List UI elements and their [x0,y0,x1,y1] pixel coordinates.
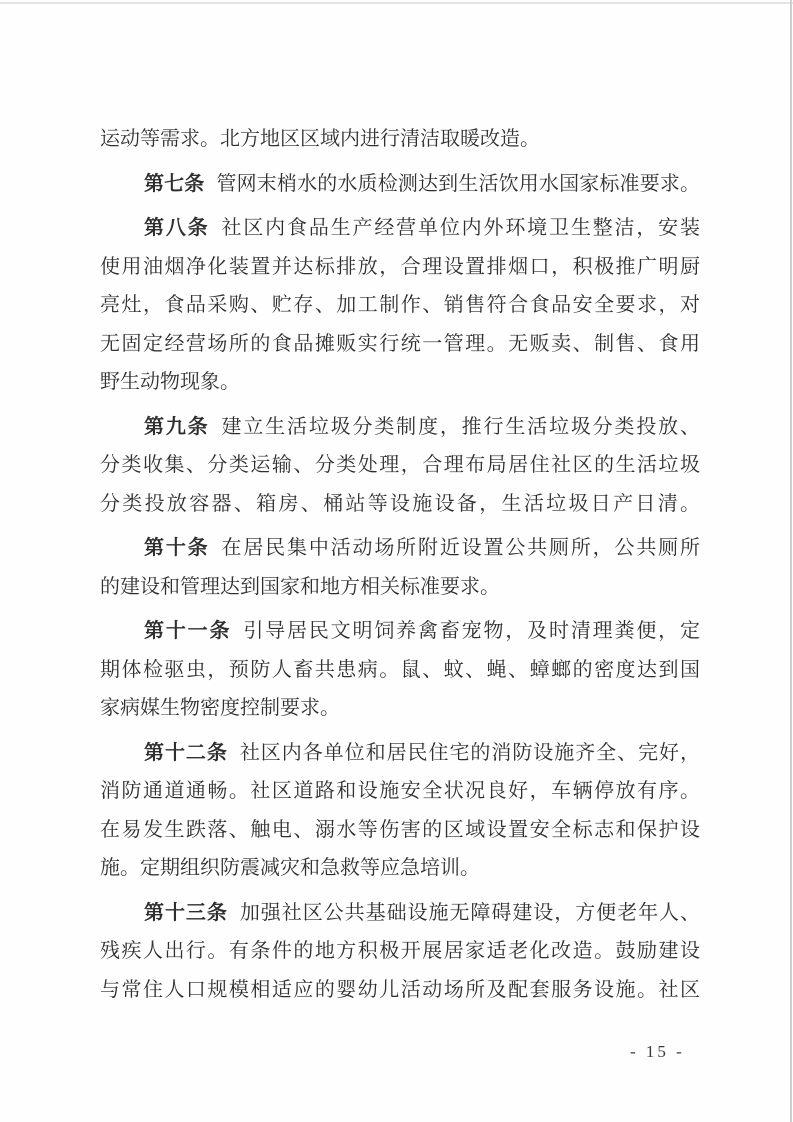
document-line: 亮灶，食品采购、贮存、加工制作、销售符合食品安全要求，对 [100,294,700,316]
document-line: 使用油烟净化装置并达标排放，合理设置排烟口，积极推广明厨 [100,255,700,278]
paragraph-article-8 [100,209,700,402]
scan-edge-top [0,2,793,4]
paragraph-article-11 [100,612,700,728]
document-line [100,165,700,204]
paragraph-continuation [100,120,700,159]
document-line [100,612,700,651]
document-line [100,529,700,568]
document-line [100,734,700,773]
line-text: 建立生活垃圾分类制度，推行生活垃圾分类投放、 [221,415,700,438]
page-number: - 15 - [630,1042,685,1061]
article-number: 第十二条 [144,741,228,764]
article-number: 第十三条 [144,901,228,924]
article-number: 第十条 [144,537,210,559]
line-text: 引导居民文明饲养禽畜宠物，及时清理粪便，定 [243,620,701,642]
document-line: 在易发生跌落、触电、溺水等伤害的区域设置安全标志和保护设 [100,818,700,841]
line-text: 加强社区公共基础设施无障碍建设，方便老年人、 [239,901,701,924]
paragraph-article-12 [100,734,700,888]
document-line: 分类投放容器、箱房、桶站等设施设备，生活垃圾日产日清。 [100,492,700,515]
document-line [100,408,700,447]
document-line: 消防通道通畅。社区道路和设施安全状况良好，车辆停放有序。 [100,780,700,802]
article-number: 第九条 [144,415,210,438]
document-line: 残疾人出行。有条件的地方积极开展居家适老化改造。鼓励建设 [100,940,700,962]
document-line [100,894,700,933]
document-line: 家病媒生物密度控制要求。 [100,697,340,719]
line-text: 管网末梢水的水质检测达到生活饮用水国家标准要求。 [216,172,701,195]
article-number: 第八条 [144,217,210,239]
document-line: 施。定期组织防震减灾和急救等应急培训。 [100,857,480,879]
article-number: 第十一条 [144,620,232,642]
document-line: 的建设和管理达到国家和地方相关标准要求。 [100,575,500,598]
document-line: 运动等需求。北方地区区域内进行清洁取暖改造。 [100,128,540,150]
document-line: 期体检驱虫，预防人畜共患病。鼠、蚊、蝇、蟑螂的密度达到国 [100,658,700,681]
paragraph-article-10 [100,529,700,606]
document-body [100,120,700,1009]
line-text: 社区内各单位和居民住宅的消防设施齐全、完好， [239,741,701,764]
document-line: 与常住人口规模相适应的婴幼儿活动场所及配套服务设施。社区 [100,978,700,1001]
document-line [100,209,700,248]
paragraph-article-7 [100,165,700,204]
document-line: 无固定经营场所的食品摊贩实行统一管理。无贩卖、制售、食用 [100,332,700,355]
paragraph-article-9 [100,408,700,524]
paragraph-article-13 [100,894,700,1010]
article-number: 第七条 [144,172,205,195]
document-line: 野生动物现象。 [100,371,240,393]
scan-edge-right [790,0,792,1122]
line-text: 在居民集中活动场所附近设置公共厕所，公共厕所 [221,537,700,559]
document-line: 分类收集、分类运输、分类处理，合理布局居住社区的生活垃圾 [100,454,700,476]
line-text: 社区内食品生产经营单位内外环境卫生整洁，安装 [221,217,700,239]
